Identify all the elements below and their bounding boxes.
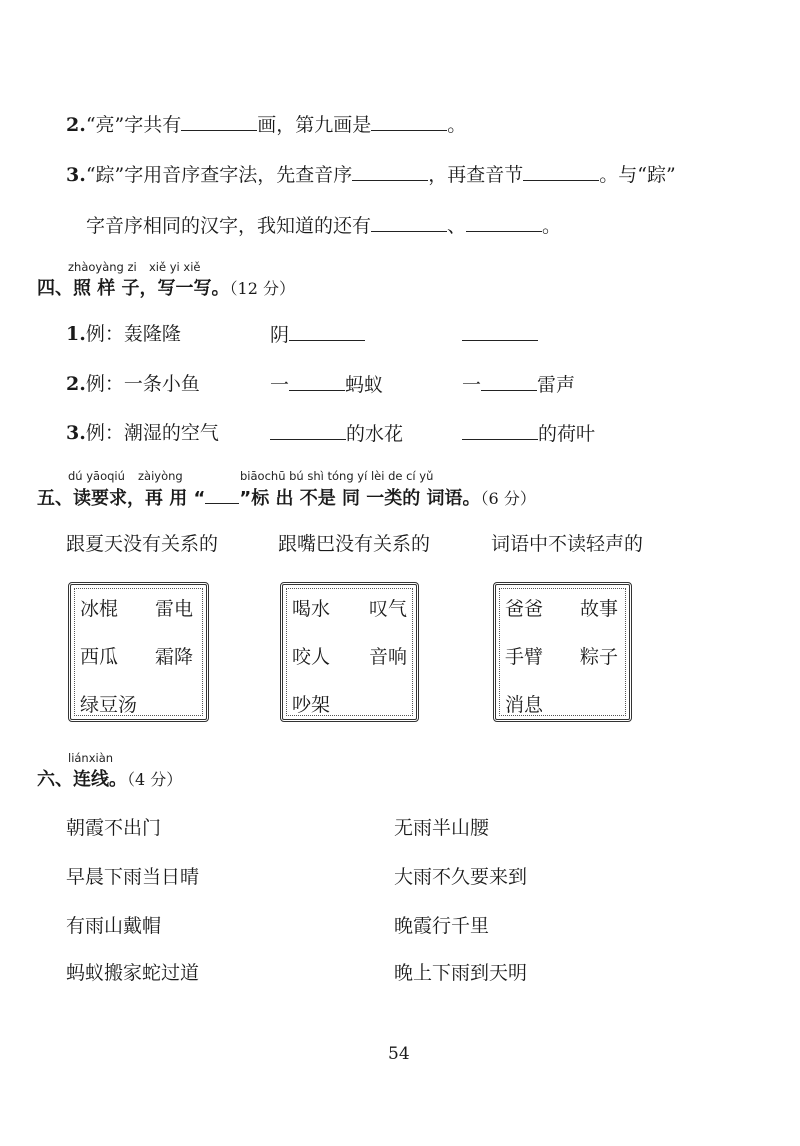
- question-3-2: 2.“亮”字共有 画，第九画是 。: [66, 114, 467, 136]
- word-option[interactable]: 叹气: [369, 598, 408, 620]
- answer-row-1a: 阴: [270, 322, 365, 347]
- section-title: 五、读要求，再 用 “: [37, 488, 206, 509]
- word-option[interactable]: 雷电: [155, 598, 194, 620]
- answer-blank[interactable]: [466, 213, 542, 232]
- word-option[interactable]: 霜降: [155, 646, 194, 668]
- answer-row-3a: 的水花: [270, 421, 403, 446]
- answer-blank[interactable]: [181, 112, 257, 131]
- match-left-item[interactable]: 蚂蚁搬家蛇过道: [66, 962, 200, 984]
- pinyin-annotation: xiě yi xiě: [149, 260, 201, 274]
- pinyin-annotation: dú yāoqiú: [68, 469, 125, 483]
- answer-blank[interactable]: [289, 372, 345, 391]
- pinyin-annotation: biāochū bú shì tóng yí lèi de cí yǔ: [240, 469, 434, 483]
- example-row-1: 1.例：轰隆隆: [66, 323, 181, 345]
- word-option[interactable]: 咬人: [292, 646, 331, 668]
- word-option[interactable]: 绿豆汤: [80, 694, 138, 716]
- word-option[interactable]: 故事: [580, 598, 619, 620]
- word-option[interactable]: 粽子: [580, 646, 619, 668]
- answer-blank[interactable]: [352, 162, 428, 181]
- match-left-item[interactable]: 早晨下雨当日晴: [66, 866, 200, 888]
- answer-row-1b: [462, 322, 538, 347]
- question-number: 3.: [66, 164, 86, 186]
- answer-row-2b: 一 雷声: [462, 374, 576, 396]
- answer-row-3b: 的荷叶: [462, 421, 595, 446]
- example-row-2: 2.例：一条小鱼: [66, 373, 200, 395]
- word-option[interactable]: 吵架: [292, 694, 331, 716]
- group-label: 跟夏天没有关系的: [66, 533, 219, 555]
- answer-blank[interactable]: [289, 322, 365, 341]
- answer-blank[interactable]: [371, 112, 447, 131]
- word-option[interactable]: 消息: [505, 694, 544, 716]
- section-4-heading: [37, 274, 295, 300]
- match-left-item[interactable]: 有雨山戴帽: [66, 915, 162, 937]
- score-label: （12 分）: [229, 279, 295, 298]
- word-option[interactable]: 喝水: [292, 598, 331, 620]
- word-option[interactable]: 冰棍: [80, 598, 119, 620]
- word-option[interactable]: 西瓜: [80, 646, 119, 668]
- question-3-3: 3.“踪”字用音序查字法，先查音序 ，再查音节 。与“踪”: [66, 164, 676, 186]
- example-row-3: 3.例：潮湿的空气: [66, 422, 219, 444]
- pinyin-annotation: zhàoyàng zi: [68, 260, 137, 274]
- answer-blank[interactable]: [523, 162, 599, 181]
- match-right-item[interactable]: 无雨半山腰: [394, 817, 490, 839]
- answer-blank[interactable]: [462, 421, 538, 440]
- word-option[interactable]: 爸爸: [505, 598, 544, 620]
- pinyin-annotation: zàiyòng: [138, 469, 183, 483]
- match-right-item[interactable]: 晚上下雨到天明: [394, 962, 528, 984]
- answer-row-2a: 一 蚂蚁: [270, 374, 384, 396]
- match-right-item[interactable]: 大雨不久要来到: [394, 866, 528, 888]
- group-label: 词语中不读轻声的: [491, 533, 644, 555]
- section-6-heading: [37, 765, 182, 791]
- section-title: 四、照 样 子，写一写。: [37, 278, 230, 299]
- word-option[interactable]: 音响: [369, 646, 408, 668]
- match-left-item[interactable]: 朝霞不出门: [66, 817, 162, 839]
- page-number: 54: [388, 1044, 410, 1064]
- question-3-3-continued: 字音序相同的汉字，我知道的还有 、 。: [86, 215, 562, 237]
- answer-blank[interactable]: [462, 322, 538, 341]
- match-right-item[interactable]: 晚霞行千里: [394, 915, 490, 937]
- group-label: 跟嘴巴没有关系的: [278, 533, 431, 555]
- score-label: （6 分）: [480, 489, 536, 508]
- section-title: 六、连线。: [37, 769, 127, 790]
- section-5-heading: 五、读要求，再 用 “ ”标 出 不是 同 一类的 词语。（6 分）: [37, 488, 536, 509]
- answer-blank[interactable]: [481, 372, 537, 391]
- answer-blank[interactable]: [371, 213, 447, 232]
- answer-blank[interactable]: [270, 421, 346, 440]
- score-label: （4 分）: [127, 770, 183, 789]
- pinyin-annotation: liánxiàn: [68, 751, 114, 765]
- question-number: 2.: [66, 114, 86, 136]
- underline-sample: [205, 489, 239, 504]
- word-option[interactable]: 手臂: [505, 646, 544, 668]
